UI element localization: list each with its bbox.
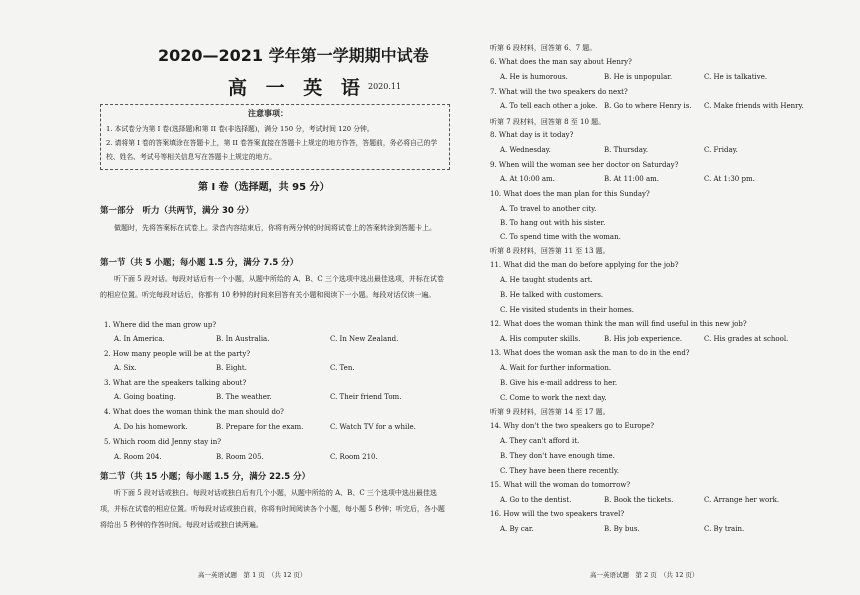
question-14: 14. Why don't the two speakers go to Europe?: [490, 422, 655, 430]
question-13: 13. What does the woman ask the man to do in the end?: [490, 349, 690, 357]
question-11: 11. What did the man do before applying for the job?: [490, 261, 679, 269]
part-title: 第 I 卷（选择题，共 95 分）: [198, 182, 330, 193]
question-12: 12. What does the woman think the man will find useful in this new job?: [490, 320, 747, 328]
material-9-heading: 听第 9 段材料，回答第 14 至 17 题。: [490, 408, 610, 416]
q4-option-b: B. Prepare for the exam.: [216, 423, 304, 431]
subsection-2-instructions: 听下面 5 段对话或独白。每段对话或独白后有几个小题，从题中所给的 A、B、C 三个选项中选出最佳选项，并标在试卷的相应位置。听每段对话或独白前，你将有时间阅读各个小题，每小题 5 秒钟；听完后，各小题将给出 5 秒钟的作答时间。每段对话或独白读两遍。: [100, 489, 445, 529]
question-5: 5. Which room did Jenny stay in?: [104, 438, 221, 446]
q1-option-a: A. In America.: [114, 335, 165, 343]
intro-paragraph: 做题时，先将答案标在试卷上。录音内容结束后，你将有两分钟的时间将试卷上的答案转涂到答题卡上。: [114, 224, 436, 232]
question-1: 1. Where did the man grow up?: [104, 321, 217, 329]
question-6: 6. What does the man say about Henry?: [490, 58, 632, 66]
q1-option-b: B. In Australia.: [216, 335, 270, 343]
q9-option-a: A. At 10:00 am.: [500, 175, 555, 183]
q3-option-b: B. The weather.: [216, 393, 272, 401]
question-9: 9. When will the woman see her doctor on Saturday?: [490, 161, 679, 169]
q3-option-c: C. Their friend Tom.: [330, 393, 402, 401]
q11-option-a: A. He taught students art.: [500, 276, 593, 284]
notice-title: 注意事项：: [248, 109, 288, 118]
q13-option-a: A. Wait for further information.: [500, 364, 612, 372]
question-8: 8. What day is it today?: [490, 131, 574, 139]
q2-option-a: A. Six.: [114, 364, 137, 372]
q2-option-c: C. Ten.: [330, 364, 355, 372]
subject-title: 高 一 英 语: [228, 77, 366, 99]
q8-option-b: B. Thursday.: [604, 146, 649, 154]
question-15: 15. What will the woman do tomorrow?: [490, 481, 631, 489]
q11-option-b: B. He talked with customers.: [500, 291, 604, 299]
page-footer-2: 高一英语试题 第 2 页 （共 12 页）: [590, 571, 699, 579]
subsection-2-heading: 第二节（共 15 小题；每小题 1.5 分，满分 22.5 分）: [100, 472, 311, 482]
q12-option-c: C. His grades at school.: [704, 335, 789, 343]
q13-option-b: B. Give his e-mail address to her.: [500, 379, 618, 387]
exam-title: 2020—2021 学年第一学期期中试卷: [158, 46, 429, 65]
q9-option-c: C. At 1:30 pm.: [704, 175, 755, 183]
material-8-heading: 听第 8 段材料，回答第 11 至 13 题。: [490, 247, 610, 255]
q3-option-a: A. Going boating.: [114, 393, 176, 401]
notice-item-2: 2. 请将第 I 卷的答案填涂在答题卡上，第 II 卷答案直接在答题卡上规定的地方作答，答题前，务必将自己的学校、姓名、考试号等相关信息写在答题卡上规定的地方。: [106, 139, 438, 161]
question-3: 3. What are the speakers talking about?: [104, 379, 247, 387]
q16-option-c: C. By train.: [704, 525, 745, 533]
q4-option-a: A. Do his homework.: [114, 423, 188, 431]
subsection-1-heading: 第一节（共 5 小题；每小题 1.5 分，满分 7.5 分）: [100, 258, 299, 268]
q15-option-a: A. Go to the dentist.: [500, 496, 572, 504]
material-7-heading: 听第 7 段材料，回答第 8 至 10 题。: [490, 118, 606, 126]
subsection-1-instructions: 听下面 5 段对话。每段对话后有一个小题，从题中所给的 A、B、C 三个选项中选出最佳选项，并标在试卷的相应位置。听完每段对话后，你都有 10 秒钟的时间来回答有关小题和阅读下一小题。每段对话仅读一遍。: [100, 275, 444, 299]
q5-option-b: B. Room 205.: [216, 453, 264, 461]
q14-option-b: B. They don't have enough time.: [500, 452, 615, 460]
q6-option-a: A. He is humorous.: [500, 73, 568, 81]
question-4: 4. What does the woman think the man should do?: [104, 408, 284, 416]
question-7: 7. What will the two speakers do next?: [490, 88, 628, 96]
q4-option-c: C. Watch TV for a while.: [330, 423, 416, 431]
q10-option-a: A. To travel to another city.: [500, 205, 597, 213]
q11-option-c: C. He visited students in their homes.: [500, 306, 634, 314]
q10-option-c: C. To spend time with the woman.: [500, 233, 621, 241]
q8-option-a: A. Wednesday.: [500, 146, 551, 154]
q2-option-b: B. Eight.: [216, 364, 247, 372]
q14-option-a: A. They can't afford it.: [500, 437, 580, 445]
q12-option-b: B. His job experience.: [604, 335, 683, 343]
page-footer-1: 高一英语试题 第 1 页 （共 12 页）: [198, 571, 307, 579]
q13-option-c: C. Come to work the next day.: [500, 394, 607, 402]
q12-option-a: A. His computer skills.: [500, 335, 581, 343]
q7-option-b: B. Go to where Henry is.: [604, 102, 692, 110]
left-page: [100, 0, 450, 595]
question-10: 10. What does the man plan for this Sunday?: [490, 190, 650, 198]
material-6-heading: 听第 6 段材料，回答第 6、7 题。: [490, 44, 597, 52]
right-page: [490, 0, 820, 595]
q14-option-c: C. They have been there recently.: [500, 467, 620, 475]
q7-option-c: C. Make friends with Henry.: [704, 102, 804, 110]
section-heading: 第一部分 听力（共两节，满分 30 分）: [100, 206, 254, 216]
q15-option-b: B. Book the tickets.: [604, 496, 674, 504]
q15-option-c: C. Arrange her work.: [704, 496, 780, 504]
q16-option-a: A. By car.: [500, 525, 534, 533]
q1-option-c: C. In New Zealand.: [330, 335, 399, 343]
question-2: 2. How many people will be at the party?: [104, 350, 251, 358]
q5-option-a: A. Room 204.: [114, 453, 162, 461]
q9-option-b: B. At 11:00 am.: [604, 175, 659, 183]
q16-option-b: B. By bus.: [604, 525, 640, 533]
q8-option-c: C. Friday.: [704, 146, 738, 154]
question-16: 16. How will the two speakers travel?: [490, 510, 625, 518]
q6-option-c: C. He is talkative.: [704, 73, 768, 81]
notice-item-1: 1. 本试卷分为第 I 卷(选择题)和第 II 卷(非选择题)，满分 150 分，考试时间 120 分钟。: [106, 125, 374, 133]
exam-date: 2020.11: [368, 82, 402, 91]
q5-option-c: C. Room 210.: [330, 453, 378, 461]
q6-option-b: B. He is unpopular.: [604, 73, 673, 81]
q7-option-a: A. To tell each other a joke.: [500, 102, 598, 110]
q10-option-b: B. To hang out with his sister.: [500, 219, 606, 227]
